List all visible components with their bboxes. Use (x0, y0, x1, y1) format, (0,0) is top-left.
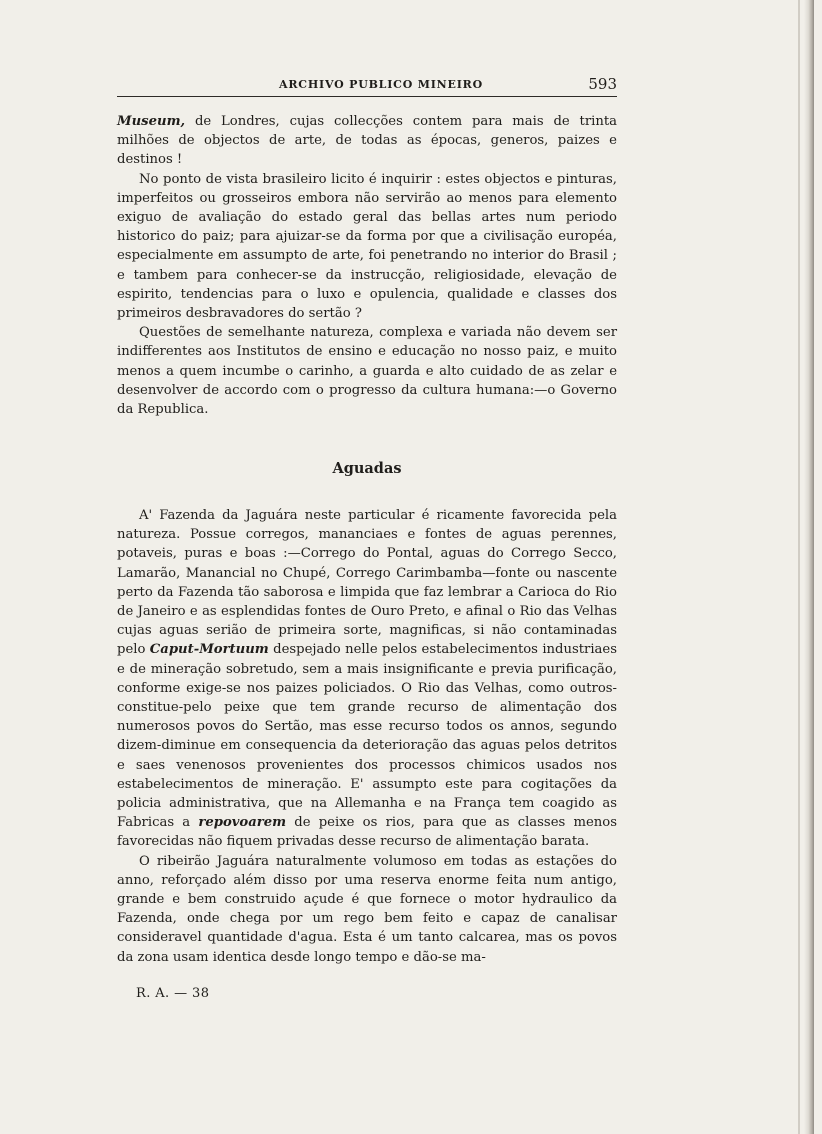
running-head (117, 75, 617, 95)
paragraph-fazenda-part-3: de peixe os rios, para que as classes menos favorecidas não fiquem privadas desse recurso de alimentação barata. (117, 815, 617, 850)
italic-repovoarem: repovoarem (198, 815, 287, 831)
book-binding-edge (804, 0, 814, 1134)
page-number: 593 (588, 75, 617, 93)
running-title: ARCHIVO PUBLICO MINEIRO (279, 78, 483, 91)
paragraph-fazenda-part-2: despejado nelle pelos estabelecimentos industriaes e de mineração sobretudo, sem a mais insignificante e previa purificação, conforme exige-se nos paizes policiados. O Rio das Velhas, como outros-constitue-pelo peixe que tem grande recurso de alimentação dos numerosos povos do Sertão, mas esse recurso todos os annos, segundo dizem-diminue em consequencia da deterioração das aguas pelos detritos e saes venenosos provenientes dos processos chimicos usados nos estabelecimentos de mineração. E' assumpto este para cogitações da policia administrativa, que na Allemanha e na França tem coagido as Fabricas a (117, 642, 617, 831)
header-rule (117, 96, 617, 97)
italic-museum: Museum, (117, 114, 186, 129)
text-block-aguadas (117, 506, 617, 967)
paragraph-ponto-de-vista: No ponto de vista brasileiro licito é inquirir : estes objectos e pinturas, imperfeitos ou grosseiros embora não servirão ao menos para elemento exiguo de avaliação do estado geral das bellas artes num periodo historico do paiz; para ajuizar-se da forma por que a civilisação européa, especialmente em assumpto de arte, foi penetrando no interior do Brasil ; e tambem para conhecer-se da instrucção, religiosidade, elevação de espirito, tendencias para o luxo e opulencia, qualidade e classes dos primeiros desbravadores do sertão ? (117, 171, 617, 322)
section-heading: Aguadas (332, 460, 402, 477)
gutter-shadow (798, 0, 800, 1134)
text-block-top (117, 112, 617, 419)
paragraph-museum (117, 112, 617, 170)
paragraph-museum-text: de Londres, cujas collecções contem para mais de trinta milhões de objectos de arte, de todas as épocas, generos, paizes e destinos ! (117, 114, 617, 168)
paragraph-fazenda (117, 506, 617, 852)
signature-mark: R. A. — 38 (136, 986, 210, 1001)
paragraph-fazenda-part-1: A' Fazenda da Jaguára neste particular é ricamente favorecida pela natureza. Possue corregos, mananciaes e fontes de aguas perennes, potaveis, puras e boas :—Corrego do Pontal, aguas do Corrego Secco, Lamarão, Manancial no Chupé, Corrego Carimbamba—fonte ou nascente perto da Fazenda tão saborosa e limpida que faz lembrar a Carioca do Rio de Janeiro e as esplendidas fontes de Ouro Preto, e afinal o Rio das Velhas cujas aguas serião de primeira sorte, magnificas, si não contaminadas pelo (117, 508, 617, 658)
italic-caput-mortuum: Caput-Mortuum (149, 642, 269, 658)
paragraph-questoes: Questões de semelhante natureza, complexa e variada não devem ser indifferentes aos Institutos de ensino e educação no nosso paiz, e muito menos a quem incumbe o carinho, a guarda e alto cuidado de as zelar e desenvolver de accordo com o progresso da cultura humana:—o Governo da Republica. (117, 325, 617, 418)
paragraph-ribeirao: O ribeirão Jaguára naturalmente volumoso em todas as estações do anno, reforçado além disso por uma reserva enorme feita num antigo, grande e bem construido açude é que fornece o motor hydraulico da Fazenda, onde chega por um rego bem feito e capaz de canalisar consideravel quantidade d'agua. Esta é um tanto calcarea, mas os povos da zona usam identica desde longo tempo e dão-se ma- (117, 853, 617, 965)
